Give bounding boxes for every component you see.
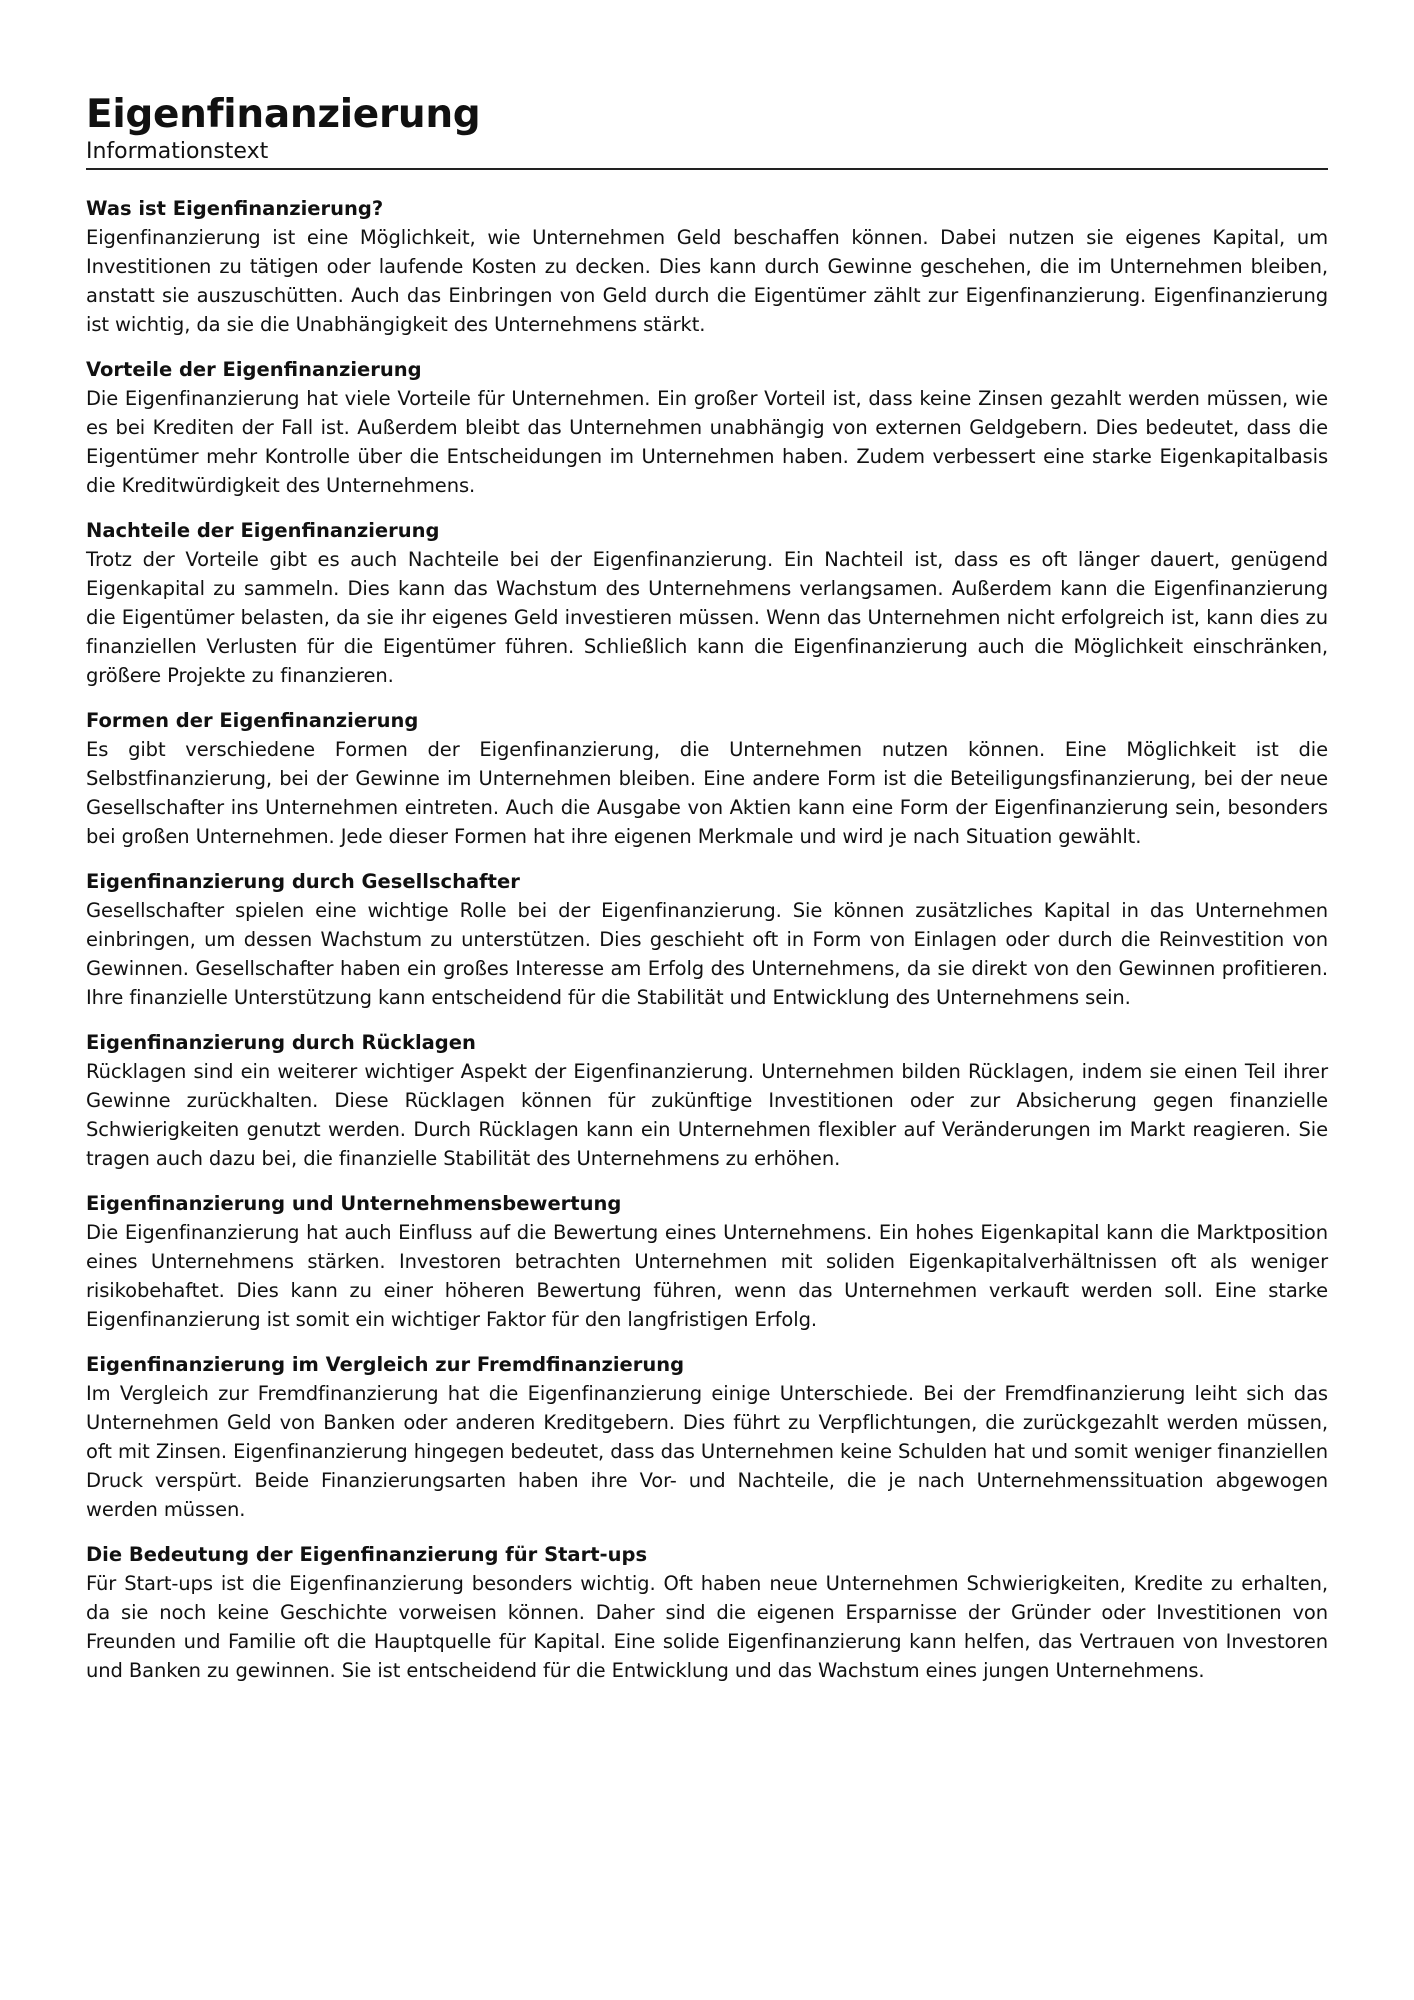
section-vorteile xyxy=(86,355,1328,500)
document-page xyxy=(86,92,1328,1685)
section-body: Trotz der Vorteile gibt es auch Nachteile bei der Eigenfinanzierung. Ein Nachteil ist, dass es oft länger dauert, genügend Eigenkapital zu sammeln. Dies kann das Wachstum des Unternehmens verlangsamen. Außerdem kann die Eigenfinanzierung die Eigentümer belasten, da sie ihr eigenes Geld investieren müssen. Wenn das Unternehmen nicht erfolgreich ist, kann dies zu finanziellen Verlusten für die Eigentümer führen. Schließlich kann die Eigenfinanzierung auch die Möglichkeit einschränken, größere Projekte zu finanzieren. xyxy=(86,548,1328,687)
section-body: Im Vergleich zur Fremdfinanzierung hat die Eigenfinanzierung einige Unterschiede. Bei der Fremdfinanzierung leiht sich das Unternehmen Geld von Banken oder anderen Kreditgebern. Dies führt zu Verpflichtungen, die zurückgezahlt werden müssen, oft mit Zinsen. Eigenfinanzierung hingegen bedeutet, dass das Unternehmen keine Schulden hat und somit weniger finanziellen Druck verspürt. Beide Finanzierungsarten haben ihre Vor- und Nachteile, die je nach Unternehmenssituation abgewogen werden müssen. xyxy=(86,1382,1328,1521)
section-nachteile xyxy=(86,516,1328,690)
section-heading: Eigenfinanzierung im Vergleich zur Fremdfinanzierung xyxy=(86,1353,685,1376)
section-unternehmensbewertung xyxy=(86,1189,1328,1334)
section-heading: Eigenfinanzierung und Unternehmensbewertung xyxy=(86,1192,622,1215)
section-ruecklagen xyxy=(86,1028,1328,1173)
section-formen xyxy=(86,706,1328,851)
document-title: Eigenfinanzierung xyxy=(86,92,481,137)
section-body: Für Start-ups ist die Eigenfinanzierung besonders wichtig. Oft haben neue Unternehmen Schwierigkeiten, Kredite zu erhalten, da sie noch keine Geschichte vorweisen können. Daher sind die eigenen Ersparnisse der Gründer oder Investitionen von Freunden und Familie oft die Hauptquelle für Kapital. Eine solide Eigenfinanzierung kann helfen, das Vertrauen von Investoren und Banken zu gewinnen. Sie ist entscheidend für die Entwicklung und das Wachstum eines jungen Unternehmens. xyxy=(86,1572,1328,1682)
section-body: Es gibt verschiedene Formen der Eigenfinanzierung, die Unternehmen nutzen können. Eine Möglichkeit ist die Selbstfinanzierung, bei der Gewinne im Unternehmen bleiben. Eine andere Form ist die Beteiligungsfinanzierung, bei der neue Gesellschafter ins Unternehmen eintreten. Auch die Ausgabe von Aktien kann eine Form der Eigenfinanzierung sein, besonders bei großen Unternehmen. Jede dieser Formen hat ihre eigenen Merkmale und wird je nach Situation gewählt. xyxy=(86,738,1328,848)
document-subtitle: Informationstext xyxy=(86,138,1328,170)
section-was-ist-eigenfinanzierung xyxy=(86,194,1328,339)
section-start-ups xyxy=(86,1540,1328,1685)
section-heading: Was ist Eigenfinanzierung? xyxy=(86,197,384,220)
section-heading: Vorteile der Eigenfinanzierung xyxy=(86,358,422,381)
section-heading: Nachteile der Eigenfinanzierung xyxy=(86,519,440,542)
section-body: Die Eigenfinanzierung hat auch Einfluss auf die Bewertung eines Unternehmens. Ein hohes Eigenkapital kann die Marktposition eines Unternehmens stärken. Investoren betrachten Unternehmen mit soliden Eigenkapitalverhältnissen oft als weniger risikobehaftet. Dies kann zu einer höheren Bewertung führen, wenn das Unternehmen verkauft werden soll. Eine starke Eigenfinanzierung ist somit ein wichtiger Faktor für den langfristigen Erfolg. xyxy=(86,1221,1328,1331)
section-gesellschafter xyxy=(86,867,1328,1012)
section-heading: Formen der Eigenfinanzierung xyxy=(86,709,419,732)
section-body: Eigenfinanzierung ist eine Möglichkeit, wie Unternehmen Geld beschaffen können. Dabei nutzen sie eigenes Kapital, um Investitionen zu tätigen oder laufende Kosten zu decken. Dies kann durch Gewinne geschehen, die im Unternehmen bleiben, anstatt sie auszuschütten. Auch das Einbringen von Geld durch die Eigentümer zählt zur Eigenfinanzierung. Eigenfinanzierung ist wichtig, da sie die Unabhängigkeit des Unternehmens stärkt. xyxy=(86,226,1328,336)
section-body: Gesellschafter spielen eine wichtige Rolle bei der Eigenfinanzierung. Sie können zusätzliches Kapital in das Unternehmen einbringen, um dessen Wachstum zu unterstützen. Dies geschieht oft in Form von Einlagen oder durch die Reinvestition von Gewinnen. Gesellschafter haben ein großes Interesse am Erfolg des Unternehmens, da sie direkt von den Gewinnen profitieren. Ihre finanzielle Unterstützung kann entscheidend für die Stabilität und Entwicklung des Unternehmens sein. xyxy=(86,899,1328,1009)
section-heading: Eigenfinanzierung durch Gesellschafter xyxy=(86,870,520,893)
section-heading: Die Bedeutung der Eigenfinanzierung für Start-ups xyxy=(86,1543,648,1566)
section-heading: Eigenfinanzierung durch Rücklagen xyxy=(86,1031,476,1054)
section-body: Die Eigenfinanzierung hat viele Vorteile für Unternehmen. Ein großer Vorteil ist, dass keine Zinsen gezahlt werden müssen, wie es bei Krediten der Fall ist. Außerdem bleibt das Unternehmen unabhängig von externen Geldgebern. Dies bedeutet, dass die Eigentümer mehr Kontrolle über die Entscheidungen im Unternehmen haben. Zudem verbessert eine starke Eigenkapitalbasis die Kreditwürdigkeit des Unternehmens. xyxy=(86,387,1328,497)
section-vergleich-fremdfinanzierung xyxy=(86,1350,1328,1524)
section-body: Rücklagen sind ein weiterer wichtiger Aspekt der Eigenfinanzierung. Unternehmen bilden Rücklagen, indem sie einen Teil ihrer Gewinne zurückhalten. Diese Rücklagen können für zukünftige Investitionen oder zur Absicherung gegen finanzielle Schwierigkeiten genutzt werden. Durch Rücklagen kann ein Unternehmen flexibler auf Veränderungen im Markt reagieren. Sie tragen auch dazu bei, die finanzielle Stabilität des Unternehmens zu erhöhen. xyxy=(86,1060,1328,1170)
